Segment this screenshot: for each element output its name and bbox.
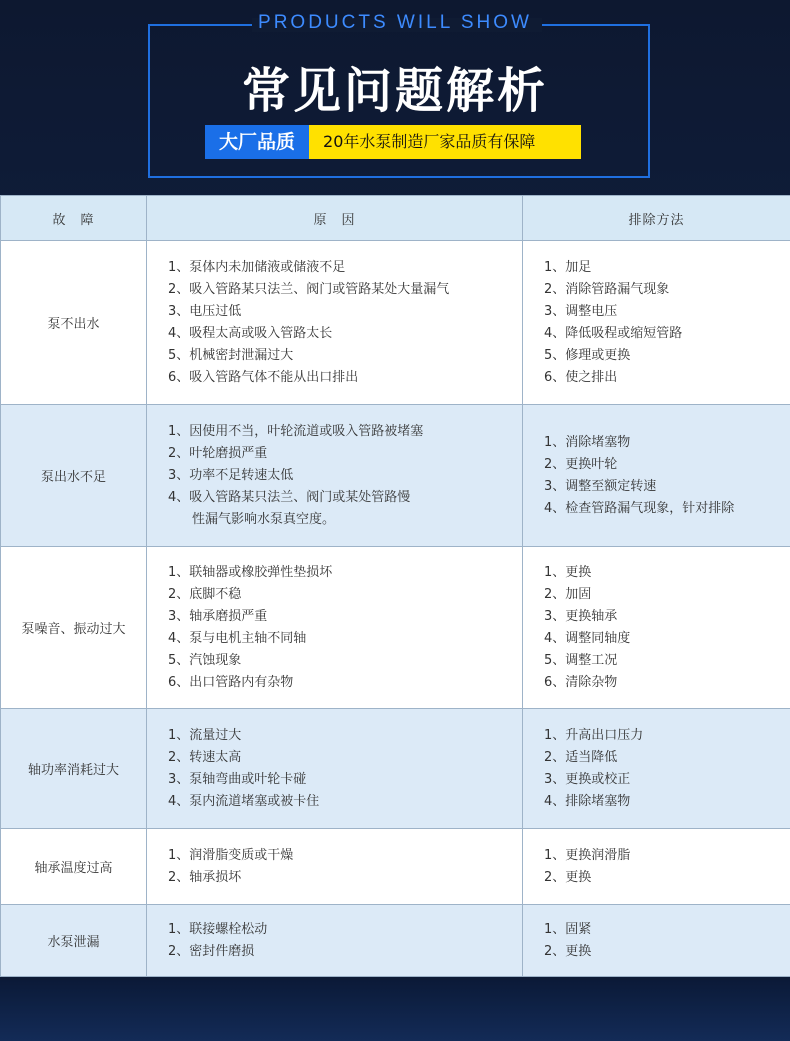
fix-cell	[523, 905, 790, 977]
list-item: 2、底脚不稳	[168, 586, 242, 602]
fault-cell: 泵噪音、振动过大	[1, 547, 147, 709]
list-item: 1、更换润滑脂	[544, 847, 631, 863]
fault-cell: 泵不出水	[1, 241, 147, 405]
list-item: 1、联接螺栓松动	[168, 921, 268, 937]
cause-cell	[147, 829, 523, 905]
column-header-fault: 故 障	[1, 196, 147, 241]
cause-cell	[147, 241, 523, 405]
list-item: 4、降低吸程或缩短管路	[544, 325, 683, 341]
list-item: 1、升高出口压力	[544, 727, 644, 743]
list-item: 5、修理或更换	[544, 347, 631, 363]
list-item: 3、调整电压	[544, 303, 618, 319]
list-item: 6、出口管路内有杂物	[168, 674, 294, 690]
fix-list	[524, 919, 789, 963]
column-header-cause: 原 因	[147, 196, 523, 241]
cause-cell	[147, 405, 523, 547]
list-item: 2、加固	[544, 586, 592, 602]
cause-list	[148, 919, 521, 963]
list-item: 性漏气影响水泵真空度。	[192, 511, 336, 527]
fault-cell: 泵出水不足	[1, 405, 147, 547]
fix-list	[524, 257, 789, 389]
list-item: 2、消除管路漏气现象	[544, 281, 670, 297]
table-row	[1, 241, 790, 405]
fix-list	[524, 432, 789, 520]
cause-cell	[147, 547, 523, 709]
cause-cell	[147, 709, 523, 829]
list-item: 1、因使用不当，叶轮流道或吸入管路被堵塞	[168, 423, 424, 439]
list-item: 4、检查管路漏气现象，针对排除	[544, 500, 735, 516]
list-item: 1、联轴器或橡胶弹性垫损坏	[168, 564, 333, 580]
fix-cell	[523, 547, 790, 709]
footer-band	[0, 980, 790, 1041]
fix-cell	[523, 241, 790, 405]
table-row	[1, 829, 790, 905]
list-item: 6、吸入管路气体不能从出口排出	[168, 369, 359, 385]
table-header-row	[1, 196, 790, 241]
list-item: 3、更换轴承	[544, 608, 618, 624]
list-item: 5、机械密封泄漏过大	[168, 347, 294, 363]
list-item: 3、电压过低	[168, 303, 242, 319]
table-row	[1, 709, 790, 829]
list-item: 3、功率不足转速太低	[168, 467, 294, 483]
list-item: 1、更换	[544, 564, 592, 580]
fix-list	[524, 845, 789, 889]
cause-list	[148, 257, 521, 389]
faq-table	[0, 195, 790, 977]
cause-list	[148, 725, 521, 813]
list-item: 6、使之排出	[544, 369, 618, 385]
fault-cell: 轴承温度过高	[1, 829, 147, 905]
header-banner	[0, 0, 790, 195]
list-item: 1、泵体内未加储液或储液不足	[168, 259, 346, 275]
list-item: 5、汽蚀现象	[168, 652, 242, 668]
list-item: 3、泵轴弯曲或叶轮卡碰	[168, 771, 307, 787]
list-item: 3、调整至额定转速	[544, 478, 657, 494]
list-item: 4、调整同轴度	[544, 630, 631, 646]
page-title: 常见问题解析	[241, 63, 548, 119]
list-item: 4、排除堵塞物	[544, 793, 631, 809]
list-item: 1、流量过大	[168, 727, 242, 743]
column-header-fix: 排除方法	[523, 196, 790, 241]
list-item: 2、更换	[544, 943, 592, 959]
cause-cell	[147, 905, 523, 977]
fault-cell: 轴功率消耗过大	[1, 709, 147, 829]
list-item: 4、泵内流道堵塞或被卡住	[168, 793, 320, 809]
list-item: 2、转速太高	[168, 749, 242, 765]
list-item: 2、更换	[544, 869, 592, 885]
fix-cell	[523, 405, 790, 547]
guarantee-badge: 20年水泵制造厂家品质有保障	[309, 125, 581, 159]
list-item: 1、固紧	[544, 921, 592, 937]
badge-row	[205, 125, 581, 159]
quality-badge: 大厂品质	[205, 125, 309, 159]
cause-list	[148, 845, 521, 889]
fix-cell	[523, 709, 790, 829]
list-item: 2、更换叶轮	[544, 456, 618, 472]
list-item: 3、更换或校正	[544, 771, 631, 787]
list-item: 1、消除堵塞物	[544, 434, 631, 450]
list-item: 6、清除杂物	[544, 674, 618, 690]
list-item: 4、吸入管路某只法兰、阀门或某处管路慢	[168, 489, 411, 505]
list-item: 1、润滑脂变质或干燥	[168, 847, 294, 863]
list-item: 4、吸程太高或吸入管路太长	[168, 325, 333, 341]
fix-cell	[523, 829, 790, 905]
fix-list	[524, 725, 789, 813]
table-row	[1, 905, 790, 977]
table-row	[1, 405, 790, 547]
list-item: 1、加足	[544, 259, 592, 275]
list-item: 2、适当降低	[544, 749, 618, 765]
list-item: 3、轴承磨损严重	[168, 608, 268, 624]
header-subtitle: PRODUCTS WILL SHOW	[258, 12, 532, 33]
list-item: 2、吸入管路某只法兰、阀门或管路某处大量漏气	[168, 281, 450, 297]
list-item: 4、泵与电机主轴不同轴	[168, 630, 307, 646]
list-item: 5、调整工况	[544, 652, 618, 668]
table-row	[1, 547, 790, 709]
list-item: 2、轴承损坏	[168, 869, 242, 885]
list-item: 2、叶轮磨损严重	[168, 445, 268, 461]
fault-cell: 水泵泄漏	[1, 905, 147, 977]
cause-list	[148, 562, 521, 694]
list-item: 2、密封件磨损	[168, 943, 255, 959]
cause-list	[148, 421, 521, 531]
fix-list	[524, 562, 789, 694]
